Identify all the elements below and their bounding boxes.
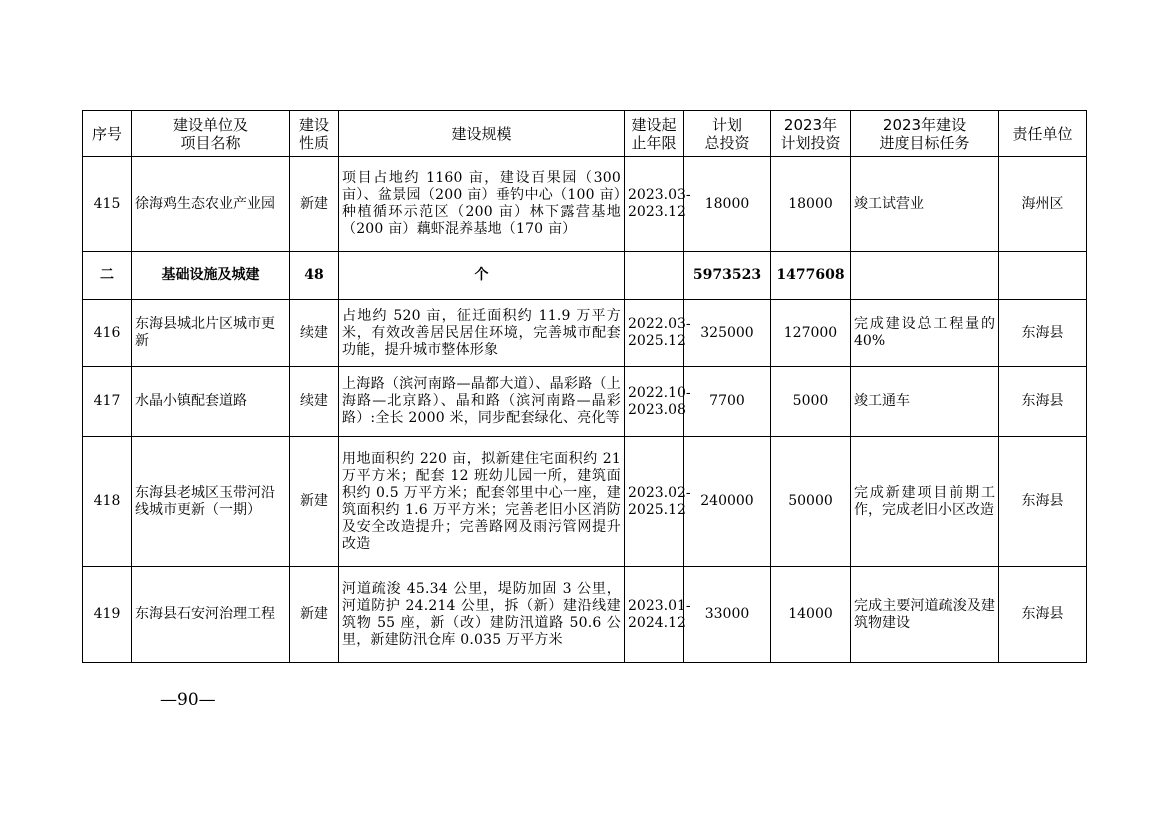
header-cell: 2023年建设 进度目标任务 (851, 111, 999, 157)
total-investment: 240000 (684, 437, 771, 567)
project-scale: 上海路（滨河南路—晶都大道）、晶彩路（上海路—北京路）、晶和路（滨河南路—晶彩路）:全长 2000 米，同步配套绿化、亮化等 (339, 367, 625, 437)
responsible-unit: 东海县 (999, 367, 1087, 437)
project-nature: 续建 (290, 367, 339, 437)
total-investment: 18000 (684, 157, 771, 252)
section-count-unit: 个 (339, 252, 625, 300)
responsible-unit: 东海县 (999, 567, 1087, 663)
project-name: 徐海鸡生态农业产业园 (132, 157, 290, 252)
table-row (83, 437, 1087, 567)
project-table (82, 110, 1087, 663)
progress-target: 竣工试营业 (851, 157, 999, 252)
table-header-row (83, 111, 1087, 157)
table-row (83, 157, 1087, 252)
total-investment: 325000 (684, 300, 771, 367)
section-name: 基础设施及城建 (132, 252, 290, 300)
project-nature: 续建 (290, 300, 339, 367)
project-period: 2023.03- 2023.12 (625, 157, 684, 252)
section-target (851, 252, 999, 300)
section-count: 48 (290, 252, 339, 300)
project-scale: 河道疏浚 45.34 公里，堤防加固 3 公里，河道防护 24.214 公里，拆（新）建沿线建筑物 55 座，新（改）建防汛道路 50.6 公里，新建防汛仓库 0.035 万平方米 (339, 567, 625, 663)
plan-2023-investment: 127000 (771, 300, 851, 367)
project-nature: 新建 (290, 437, 339, 567)
project-period: 2023.01- 2024.12 (625, 567, 684, 663)
section-unit (999, 252, 1087, 300)
header-cell: 建设起 止年限 (625, 111, 684, 157)
project-period: 2022.10- 2023.08 (625, 367, 684, 437)
responsible-unit: 东海县 (999, 300, 1087, 367)
table-row (83, 300, 1087, 367)
plan-2023-investment: 18000 (771, 157, 851, 252)
project-nature: 新建 (290, 567, 339, 663)
project-period: 2022.03- 2025.12 (625, 300, 684, 367)
progress-target: 完成主要河道疏浚及建筑物建设 (851, 567, 999, 663)
table-row (83, 567, 1087, 663)
plan-2023-investment: 50000 (771, 437, 851, 567)
project-scale: 项目占地约 1160 亩，建设百果园（300 亩）、盆景园（200 亩）垂钓中心（100 亩）种植循环示范区（200 亩）林下露营基地（200 亩）藕虾混养基地（170 亩） (339, 157, 625, 252)
progress-target: 完成建设总工程量的 40% (851, 300, 999, 367)
section-plan-2023-investment: 1477608 (771, 252, 851, 300)
plan-2023-investment: 5000 (771, 367, 851, 437)
responsible-unit: 海州区 (999, 157, 1087, 252)
project-nature: 新建 (290, 157, 339, 252)
header-cell: 建设规模 (339, 111, 625, 157)
project-name: 水晶小镇配套道路 (132, 367, 290, 437)
header-cell: 建设单位及 项目名称 (132, 111, 290, 157)
section-number: 二 (83, 252, 132, 300)
project-period: 2023.02- 2025.12 (625, 437, 684, 567)
row-number: 417 (83, 367, 132, 437)
header-cell: 序号 (83, 111, 132, 157)
header-cell: 责任单位 (999, 111, 1087, 157)
row-number: 419 (83, 567, 132, 663)
header-cell: 计划 总投资 (684, 111, 771, 157)
header-cell: 2023年 计划投资 (771, 111, 851, 157)
row-number: 418 (83, 437, 132, 567)
section-total-investment: 5973523 (684, 252, 771, 300)
project-name: 东海县城北片区城市更新 (132, 300, 290, 367)
responsible-unit: 东海县 (999, 437, 1087, 567)
total-investment: 7700 (684, 367, 771, 437)
section-row (83, 252, 1087, 300)
table-row (83, 367, 1087, 437)
section-period (625, 252, 684, 300)
row-number: 416 (83, 300, 132, 367)
page-number: —90— (160, 690, 216, 710)
total-investment: 33000 (684, 567, 771, 663)
plan-2023-investment: 14000 (771, 567, 851, 663)
project-name: 东海县老城区玉带河沿线城市更新（一期） (132, 437, 290, 567)
progress-target: 完成新建项目前期工作，完成老旧小区改造 (851, 437, 999, 567)
project-name: 东海县石安河治理工程 (132, 567, 290, 663)
row-number: 415 (83, 157, 132, 252)
project-scale: 占地约 520 亩，征迁面积约 11.9 万平方米，有效改善居民居住环境，完善城市配套功能，提升城市整体形象 (339, 300, 625, 367)
project-scale: 用地面积约 220 亩，拟新建住宅面积约 21 万平方米；配套 12 班幼儿园一所，建筑面积约 0.5 万平方米；配套邻里中心一座，建筑面积约 1.6 万平方米；完善老旧小区消防及安全改造提升；完善路网及雨污管网提升改造 (339, 437, 625, 567)
header-cell: 建设 性质 (290, 111, 339, 157)
progress-target: 竣工通车 (851, 367, 999, 437)
